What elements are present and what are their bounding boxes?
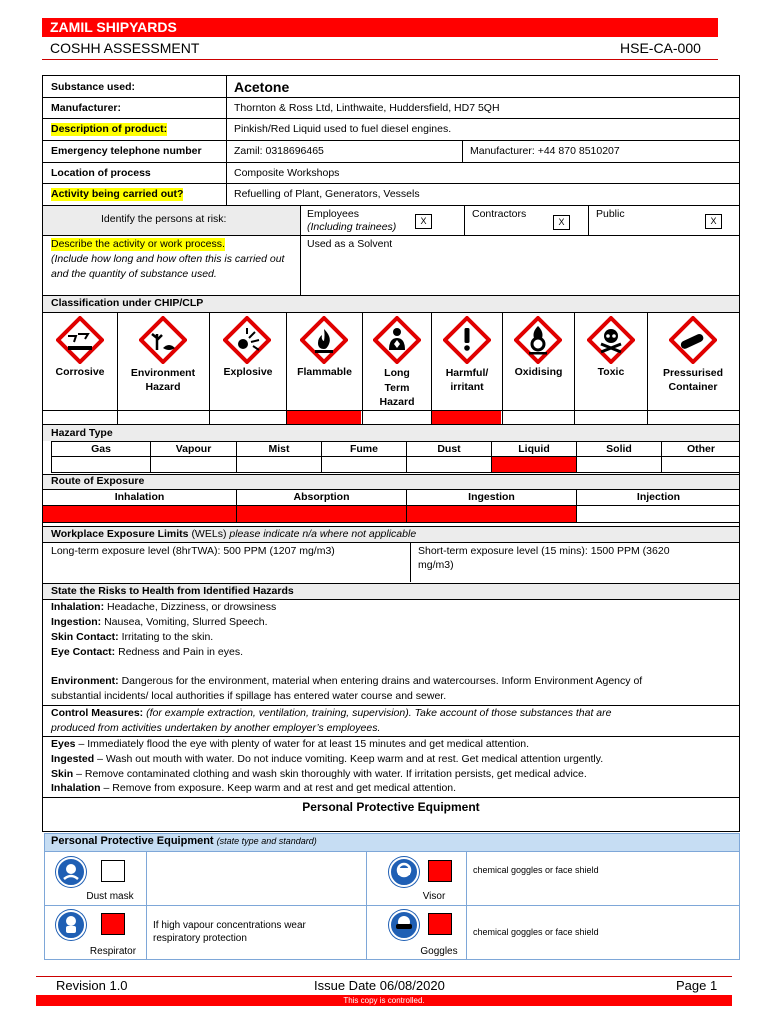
respirator-checkbox[interactable] — [101, 913, 125, 935]
activity-label: Activity being carried out? — [51, 188, 184, 200]
control-line-2: produced from activities undertaken by another employer’s employees. — [51, 722, 381, 734]
emergency-manufacturer: Manufacturer: +44 870 8510207 — [470, 145, 620, 157]
route-inhalation: Inhalation — [114, 491, 165, 503]
persons-label: Identify the persons at risk: — [101, 213, 227, 225]
wel-title: Workplace Exposure Limits — [51, 528, 189, 540]
liquid-selected — [492, 457, 576, 472]
company-name: ZAMIL SHIPYARDS — [50, 19, 177, 35]
control-inhalation: Inhalation – Remove from exposure. Keep warm and at rest and get medical attention. — [51, 782, 457, 794]
footer-page: Page 1 — [676, 978, 718, 993]
goggles-checkbox[interactable] — [428, 913, 452, 935]
route-injection: Injection — [636, 491, 681, 503]
class-label-harmful: Harmful/ irritant — [445, 367, 489, 393]
dust-mask-checkbox[interactable] — [101, 860, 125, 882]
wel-title-line — [51, 528, 416, 541]
substance-label: Substance used: — [51, 81, 136, 93]
wel-note: please indicate n/a where not applicable — [229, 528, 417, 540]
wel-short-term-2: mg/m3) — [418, 559, 454, 571]
respirator-icon — [56, 910, 86, 940]
health-hazard-icon — [373, 316, 421, 364]
exclamation-icon — [443, 316, 491, 364]
ppe-table-title-line: Personal Protective Equipment (state type and standard) — [51, 835, 317, 847]
goggles-icon — [389, 910, 419, 940]
visor-icon — [389, 857, 419, 887]
route-absorption: Absorption — [293, 491, 350, 503]
hazard-liquid: Liquid — [518, 443, 550, 455]
ppe-note-respirator: If high vapour concentrations wear respiratory protection — [153, 920, 306, 944]
inhalation-selected — [43, 506, 236, 522]
ppe-label-respirator: Respirator — [89, 946, 137, 957]
substance-value: Acetone — [234, 79, 290, 95]
class-label-environment: Environment Hazard — [130, 367, 196, 393]
risks-title: State the Risks to Health from Identified Hazards — [51, 585, 294, 597]
risk-inhalation: Inhalation: Headache, Dizziness, or drowsiness — [51, 601, 277, 613]
process-note: (Include how long and how often this is carried out and the quantity of substance used. — [51, 253, 285, 280]
risk-ingestion: Ingestion: Nausea, Vomiting, Slurred Speech. — [51, 616, 268, 628]
environment-icon — [139, 316, 187, 364]
class-label-long-term: Long Term Hazard — [379, 367, 415, 408]
contractors-checkbox[interactable]: X — [553, 215, 570, 230]
emergency-zamil: Zamil: 0318696465 — [234, 145, 324, 157]
location-label: Location of process — [51, 167, 151, 179]
ppe-label-dust-mask: Dust mask — [86, 891, 134, 902]
persons-contractors: Contractors — [472, 208, 527, 220]
dust-mask-icon — [56, 857, 86, 887]
hazard-other: Other — [686, 443, 715, 455]
ingestion-selected — [407, 506, 576, 522]
hazard-dust: Dust — [437, 443, 461, 455]
activity-value: Refuelling of Plant, Generators, Vessels — [234, 188, 420, 200]
risk-skin: Skin Contact: Irritating to the skin. — [51, 631, 214, 643]
visor-checkbox[interactable] — [428, 860, 452, 882]
risk-environment-1: Environment: Dangerous for the environment, material when entering drains and watercourses. Inform Environment Agency of — [51, 675, 643, 687]
flammable-selected — [287, 411, 361, 424]
persons-employees: Employees — [307, 208, 359, 220]
wel-short-term-1: Short-term exposure level (15 mins): 1500 PPM (3620 — [418, 545, 670, 557]
absorption-selected — [237, 506, 406, 522]
ppe-label-visor: Visor — [422, 891, 446, 902]
class-label-toxic: Toxic — [597, 366, 625, 378]
ppe-table — [44, 833, 740, 960]
description-label: Description of product: — [51, 123, 168, 135]
control-skin: Skin – Remove contaminated clothing and wash skin thoroughly with water. If irritation persists, get medical advice. — [51, 768, 587, 780]
ppe-note-goggles: chemical goggles or face shield — [473, 927, 599, 937]
class-label-flammable: Flammable — [297, 366, 352, 378]
gas-cylinder-icon — [669, 316, 717, 364]
wel-suffix: (WELs) — [191, 528, 227, 540]
hazard-vapour: Vapour — [175, 443, 212, 455]
footer-issue-date: Issue Date 06/08/2020 — [314, 978, 445, 993]
manufacturer-label: Manufacturer: — [51, 102, 122, 114]
class-label-oxidising: Oxidising — [514, 366, 563, 378]
ppe-label-goggles: Goggles — [420, 946, 458, 957]
wel-long-term: Long-term exposure level (8hrTWA): 500 PPM (1207 mg/m3) — [51, 545, 335, 557]
persons-employees-note: (Including trainees) — [307, 221, 397, 233]
explosive-icon — [223, 316, 271, 364]
class-label-pressurised: Pressurised Container — [662, 367, 724, 393]
class-label-explosive: Explosive — [223, 366, 273, 378]
harmful-selected — [432, 411, 501, 424]
persons-public: Public — [596, 208, 625, 220]
hazard-fume: Fume — [349, 443, 378, 455]
emergency-label: Emergency telephone number — [51, 145, 202, 157]
oxidising-icon — [514, 316, 562, 364]
location-value: Composite Workshops — [234, 167, 340, 179]
corrosive-icon — [56, 316, 104, 364]
hazard-mist: Mist — [268, 443, 290, 455]
risk-environment-2: substantial incidents/ local authorities if spillage has entered water course and sewer. — [51, 690, 447, 702]
class-label-corrosive: Corrosive — [55, 366, 105, 378]
hazard-gas: Gas — [91, 443, 111, 455]
route-ingestion: Ingestion — [468, 491, 515, 503]
manufacturer-value: Thornton & Ross Ltd, Linthwaite, Huddersfield, HD7 5QH — [234, 102, 500, 114]
control-ingested: Ingested – Wash out mouth with water. Do not induce vomiting. Keep warm and at rest. Get medical attention urgently. — [51, 753, 604, 765]
skull-icon — [587, 316, 635, 364]
ppe-section-title: Personal Protective Equipment — [302, 800, 480, 814]
public-checkbox[interactable]: X — [705, 214, 722, 229]
control-line-1: Control Measures: (for example extraction, ventilation, training, supervision). Take account of those substances that are — [51, 707, 612, 719]
employees-checkbox[interactable]: X — [415, 214, 432, 229]
process-value: Used as a Solvent — [307, 238, 393, 250]
footer-controlled: This copy is controlled. — [343, 996, 425, 1005]
hazard-solid: Solid — [606, 443, 632, 455]
route-title: Route of Exposure — [51, 475, 145, 487]
footer-revision: Revision 1.0 — [56, 978, 128, 993]
doc-code: HSE-CA-000 — [620, 40, 701, 56]
description-value: Pinkish/Red Liquid used to fuel diesel engines. — [234, 123, 452, 135]
risk-eye: Eye Contact: Redness and Pain in eyes. — [51, 646, 244, 658]
ppe-note-visor: chemical goggles or face shield — [473, 865, 599, 875]
classification-title: Classification under CHIP/CLP — [51, 297, 204, 309]
control-eyes: Eyes – Immediately flood the eye with plenty of water for at least 15 minutes and get medical attention. — [51, 738, 530, 750]
doc-title: COSHH ASSESSMENT — [50, 40, 200, 56]
process-label: Describe the activity or work process. — [51, 238, 225, 250]
hazard-type-title: Hazard Type — [51, 427, 113, 439]
flammable-icon — [300, 316, 348, 364]
